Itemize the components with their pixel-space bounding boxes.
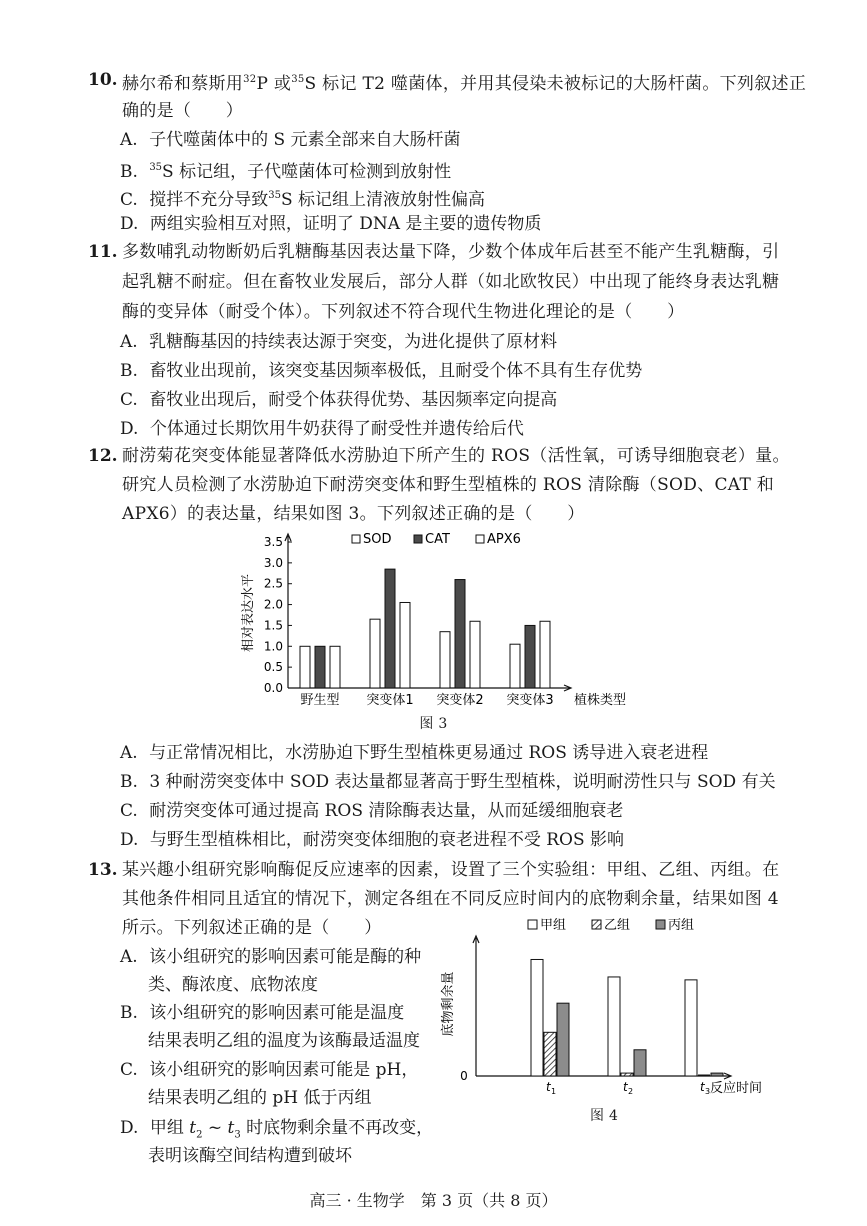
option-c[interactable] xyxy=(120,388,557,412)
option-c[interactable] xyxy=(120,184,485,212)
option-text: 与正常情况相比，水涝胁迫下野生型植株更易通过 ROS 诱导进入衰老进程 xyxy=(149,743,709,763)
bar-sod-2 xyxy=(370,619,380,688)
legend-swatch-sod xyxy=(352,535,360,543)
bar-jia-t1 xyxy=(531,959,543,1076)
figure-3-chart xyxy=(230,528,650,733)
option-text: 该小组研究的影响因素可能是 pH， xyxy=(149,1060,419,1080)
option-d-continued: 表明该酶空间结构遭到破坏 xyxy=(148,1146,352,1166)
y-tick-label: 3.5 xyxy=(263,535,283,549)
bar-cat-2 xyxy=(385,569,395,688)
option-label: D. xyxy=(120,830,139,850)
question-stem: 多数哺乳动物断奶后乳糖酶基因表达量下降，少数个体成年后甚至不能产生乳糖酶，引 xyxy=(122,242,780,262)
option-text: 甲组 xyxy=(149,1118,190,1138)
x-tick-label: t xyxy=(546,1080,551,1094)
option-label: D. xyxy=(120,419,139,439)
option-label: D. xyxy=(120,214,139,234)
option-text: 两组实验相互对照，证明了 DNA 是主要的遗传物质 xyxy=(149,214,542,234)
bar-jia-t3 xyxy=(685,980,697,1076)
option-text: 与野生型植株相比，耐涝突变体细胞的衰老进程不受 ROS 影响 xyxy=(149,830,625,850)
y-tick-label: 0.0 xyxy=(263,681,283,695)
y-tick-label: 2.0 xyxy=(263,597,283,612)
chart-bars xyxy=(531,959,723,1076)
option-a[interactable] xyxy=(120,741,708,765)
x-tick-subscript: 1 xyxy=(551,1087,557,1096)
option-text: 时底物剩余量不再改变， xyxy=(240,1118,434,1138)
question-stem: 起乳糖不耐症。但在畜牧业发展后，部分人群（如北欧牧民）中出现了能终身表达乳糖 xyxy=(122,272,780,292)
bar-apx6-2 xyxy=(400,602,410,688)
option-a[interactable] xyxy=(120,128,461,152)
option-a[interactable] xyxy=(120,330,557,354)
question-stem xyxy=(122,68,806,96)
question-number: 12. xyxy=(88,446,118,466)
x-tick-label: 野生型 xyxy=(300,693,340,708)
option-text: 该小组研究的影响因素可能是温度 xyxy=(149,1003,405,1023)
bar-apx6-3 xyxy=(470,621,480,688)
option-a[interactable] xyxy=(120,945,421,969)
option-d[interactable] xyxy=(120,212,541,236)
bar-jia-t2 xyxy=(608,977,620,1076)
legend-swatch-bing xyxy=(656,920,665,929)
bar-bing-t3 xyxy=(711,1073,723,1076)
legend-swatch-apx6 xyxy=(476,535,484,543)
question-stem: 酶的变异体（耐受个体）。下列叙述不符合现代生物进化理论的是（ ） xyxy=(122,302,685,322)
isotope-superscript: 35 xyxy=(268,190,281,201)
x-tick-label: 突变体2 xyxy=(436,693,484,708)
option-label: C. xyxy=(120,390,138,410)
time-symbol: t xyxy=(189,1118,197,1138)
option-text: 该小组研究的影响因素可能是酶的种 xyxy=(149,947,422,967)
origin-label: 0 xyxy=(460,1069,468,1083)
option-c[interactable] xyxy=(120,1058,418,1082)
question-stem: 耐涝菊花突变体能显著降低水涝胁迫下所产生的 ROS（活性氧，可诱导细胞衰老）量。 xyxy=(122,446,790,466)
option-b-continued: 结果表明乙组的温度为该酶最适温度 xyxy=(148,1031,420,1051)
legend-swatch-yi xyxy=(592,920,601,929)
bar-yi-t2 xyxy=(621,1073,633,1076)
chart-axes xyxy=(440,936,762,1096)
option-d[interactable] xyxy=(120,1116,433,1147)
x-tick-subscript: 2 xyxy=(628,1087,634,1096)
option-b[interactable] xyxy=(120,156,451,184)
option-label: C. xyxy=(120,801,138,821)
legend-label-bing: 丙组 xyxy=(668,918,695,933)
option-text: 3 种耐涝突变体中 SOD 表达量都显著高于野生型植株，说明耐涝性只与 SOD 有关 xyxy=(149,772,776,792)
option-text: S 标记组，子代噬菌体可检测到放射性 xyxy=(162,162,452,182)
option-text: 畜牧业出现前，该突变基因频率极低，且耐受个体不具有生存优势 xyxy=(149,361,643,381)
figure-caption: 图 3 xyxy=(419,716,448,732)
option-text: 耐涝突变体可通过提高 ROS 清除酶表达量，从而延缓细胞衰老 xyxy=(149,801,624,821)
x-tick-label: t xyxy=(700,1080,705,1094)
legend-label-sod: SOD xyxy=(363,532,392,547)
bar-sod-3 xyxy=(440,632,450,688)
option-d[interactable] xyxy=(120,417,524,441)
bar-apx6-4 xyxy=(540,621,550,688)
question-number: 11. xyxy=(88,242,118,262)
page-footer: 高三 · 生物学 第 3 页（共 8 页） xyxy=(309,1191,558,1210)
question-stem: 某兴趣小组研究影响酶促反应速率的因素，设置了三个实验组：甲组、乙组、丙组。在 xyxy=(122,860,780,880)
legend-label-apx6: APX6 xyxy=(487,532,521,547)
question-stem: 所示。下列叙述正确的是（ ） xyxy=(122,918,382,938)
y-axis-label: 底物剩余量 xyxy=(441,971,456,1037)
option-text: 乳糖酶基因的持续表达源于突变，为进化提供了原材料 xyxy=(149,332,558,352)
x-tick-subscript: 3 xyxy=(705,1087,711,1096)
option-text: 畜牧业出现后，耐受个体获得优势、基因频率定向提高 xyxy=(149,390,558,410)
legend-swatch-jia xyxy=(528,920,537,929)
y-tick-label: 1.5 xyxy=(263,618,283,633)
option-c-continued: 结果表明乙组的 pH 低于丙组 xyxy=(148,1088,372,1108)
bar-bing-t1 xyxy=(557,1003,569,1076)
y-tick-label: 1.0 xyxy=(263,639,283,654)
option-a-continued: 类、酶浓度、底物浓度 xyxy=(148,975,318,995)
option-label: B. xyxy=(120,361,138,381)
time-subscript: 3 xyxy=(234,1129,241,1141)
y-tick-label: 0.5 xyxy=(263,660,283,675)
figure-caption: 图 4 xyxy=(590,1108,619,1124)
bar-bing-t2 xyxy=(634,1050,646,1076)
chart-bars xyxy=(300,569,550,688)
x-tick-label: 突变体1 xyxy=(366,693,414,708)
option-text: 个体通过长期饮用牛奶获得了耐受性并遗传给后代 xyxy=(149,419,524,439)
option-b[interactable] xyxy=(120,359,642,383)
isotope-superscript: 35 xyxy=(149,162,163,173)
x-axis-label: 反应时间 xyxy=(710,1081,763,1096)
question-number: 13. xyxy=(88,860,118,880)
isotope-superscript: 32 xyxy=(243,74,257,85)
option-text: 子代噬菌体中的 S 元素全部来自大肠杆菌 xyxy=(149,130,461,150)
isotope-superscript: 35 xyxy=(291,74,305,85)
option-label: B. xyxy=(120,1003,138,1023)
chart-axes xyxy=(240,534,626,708)
bar-apx6-1 xyxy=(330,646,340,688)
bar-cat-3 xyxy=(455,580,465,688)
option-b[interactable] xyxy=(120,1001,404,1025)
stem-text: 赫尔希和蔡斯用 xyxy=(122,74,244,94)
bar-cat-1 xyxy=(315,646,325,688)
chart-legend xyxy=(528,918,694,933)
option-label: B. xyxy=(120,162,138,182)
option-c[interactable] xyxy=(120,799,623,823)
option-label: B. xyxy=(120,772,138,792)
option-label: D. xyxy=(120,1118,139,1138)
stem-text: P 或 xyxy=(256,74,292,94)
y-tick-label: 3.0 xyxy=(263,555,283,570)
question-stem: 研究人员检测了水涝胁迫下耐涝突变体和野生型植株的 ROS 清除酶（SOD、CAT 和 xyxy=(122,475,775,495)
question-stem: 其他条件相同且适宜的情况下，测定各组在不同反应时间内的底物剩余量，结果如图 4 xyxy=(122,889,779,909)
option-d[interactable] xyxy=(120,828,624,852)
option-b[interactable] xyxy=(120,770,776,794)
option-text: S 标记组上清液放射性偏高 xyxy=(280,190,486,210)
y-axis-label: 相对表达水平 xyxy=(241,573,256,653)
question-number: 10. xyxy=(88,70,118,90)
question-stem: APX6）的表达量，结果如图 3。下列叙述正确的是（ ） xyxy=(122,504,585,524)
x-tick-label: 突变体3 xyxy=(506,693,554,708)
legend-label-yi: 乙组 xyxy=(604,918,631,933)
bar-sod-1 xyxy=(300,646,310,688)
time-symbol: t xyxy=(227,1118,235,1138)
option-text: ~ xyxy=(202,1118,228,1138)
legend-label-cat: CAT xyxy=(425,532,450,547)
option-label: C. xyxy=(120,1060,138,1080)
option-label: A. xyxy=(120,332,138,352)
option-label: C. xyxy=(120,190,138,210)
question-stem: 确的是（ ） xyxy=(122,101,244,121)
option-label: A. xyxy=(120,130,138,150)
x-tick-label: t xyxy=(623,1080,628,1094)
y-tick-label: 2.5 xyxy=(263,576,283,591)
time-subscript: 2 xyxy=(196,1129,203,1141)
figure-4-chart xyxy=(440,914,780,1096)
option-label: A. xyxy=(120,743,138,763)
bar-cat-4 xyxy=(525,625,535,688)
legend-label-jia: 甲组 xyxy=(540,918,567,933)
option-label: A. xyxy=(120,947,138,967)
x-axis-label: 植株类型 xyxy=(574,693,627,708)
stem-text: S 标记 T2 噬菌体，并用其侵染未被标记的大肠杆菌。下列叙述正 xyxy=(304,74,807,94)
option-text: 搅拌不充分导致 xyxy=(149,190,269,210)
bar-sod-4 xyxy=(510,644,520,688)
chart-legend xyxy=(352,532,521,547)
legend-swatch-cat xyxy=(414,535,422,543)
bar-yi-t1 xyxy=(544,1032,556,1076)
